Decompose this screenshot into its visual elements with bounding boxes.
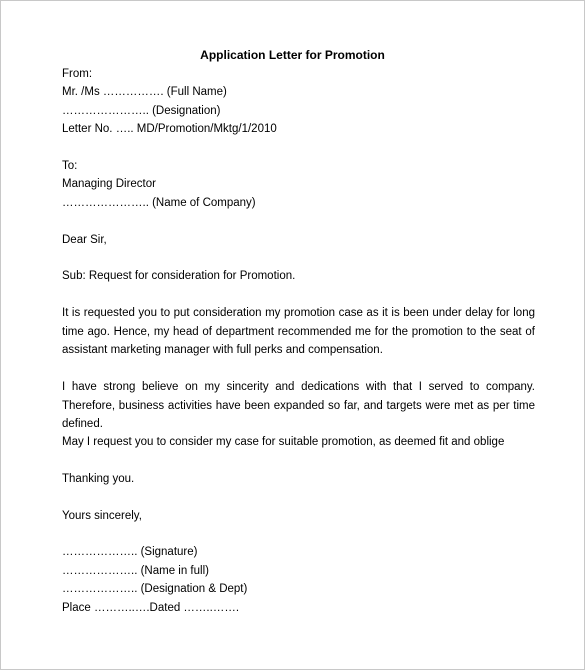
closing-line: Yours sincerely, [62,510,142,522]
thanks-line: Thanking you. [62,473,135,485]
sender-name-line: Mr. /Ms ……………. (Full Name) [62,86,227,98]
place-date-line: Place ………..….Dated ……..……. [62,602,240,614]
body-paragraph-1: It is requested you to put consideration my promotion case as it is been under delay for long time ago. Hence, my head of department recommended me for the promotion to the seat of assistant marketing manager with full perks and compensation. [62,307,535,356]
subject-line: Sub: Request for consideration for Promotion. [62,270,296,282]
salutation: Dear Sir, [62,234,107,246]
sender-designation-line: ………………….. (Designation) [62,105,221,117]
full-name-line: ……………….. (Name in full) [62,565,209,577]
signature-line: ……………….. (Signature) [62,546,198,558]
designation-dept-line: ……………….. (Designation & Dept) [62,583,248,595]
from-label: From: [62,68,93,80]
company-line: ………………….. (Name of Company) [62,197,256,209]
to-label: To: [62,160,78,172]
letter-number-line: Letter No. ….. MD/Promotion/Mktg/1/2010 [62,123,277,135]
document-title: Application Letter for Promotion [200,48,385,62]
body-paragraph-2: I have strong believe on my sincerity and dedications with that I served to company. Therefore, business activities have been expanded so far, and targets were met as per time defined. [62,381,535,430]
body-paragraph-3: May I request you to consider my case for suitable promotion, as deemed fit and oblige [62,436,505,448]
recipient-line: Managing Director [62,178,156,190]
